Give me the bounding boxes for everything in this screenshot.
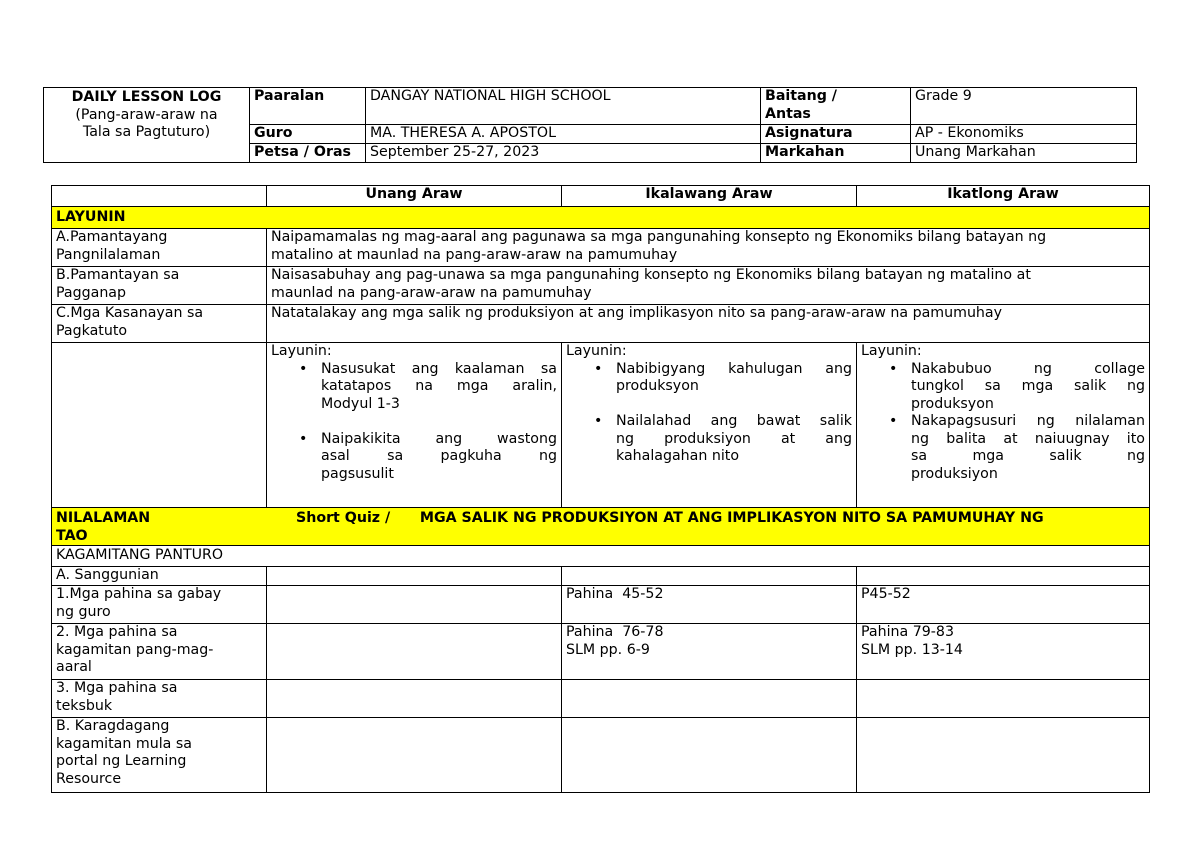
gabay-day2: Pahina 45-52 (562, 586, 857, 624)
col-header-day2: Ikalawang Araw (562, 186, 857, 207)
list-item-line: ng balita at naiuugnay ito (911, 430, 1145, 447)
dll-subtitle-2: Tala sa Pagtuturo) (82, 124, 211, 140)
kagamitan-heading: KAGAMITANG PANTURO (52, 546, 1150, 567)
teksbuk-label-line2: teksbuk (56, 697, 113, 714)
list-item-line: Nailalahad ang bawat salik (616, 413, 852, 429)
lesson-table (51, 185, 1150, 793)
petsa-value: September 25-27, 2023 (366, 143, 761, 162)
kagamitan-day1 (267, 624, 562, 680)
markahan-value: Unang Markahan (911, 143, 1137, 162)
day1-objectives-heading: Layunin: (271, 343, 332, 359)
pamantayang-label-line1: A.Pamantayang (56, 229, 168, 245)
nilalaman-cell (52, 508, 1150, 546)
day2-objectives (562, 343, 857, 508)
pamantayang-text-line2: matalino at maunlad na pang-araw-araw na pamumuhay (271, 246, 678, 263)
dll-subtitle-1: (Pang-araw-araw na (75, 106, 218, 123)
kasanayan-label (52, 305, 267, 343)
nilalaman-tao: TAO (56, 527, 88, 544)
kagamitan-day2-line2: SLM pp. 6-9 (566, 641, 650, 658)
karagdagang-label-line1: B. Karagdagang (56, 718, 170, 734)
karagdagang-label-line3: portal ng Learning (56, 753, 187, 769)
bullet-icon: • (889, 413, 898, 429)
gabay-day1 (267, 586, 562, 624)
asignatura-label: Asignatura (761, 125, 911, 144)
list-item (861, 361, 1145, 414)
list-item (566, 413, 852, 466)
baitang-label-line2: Antas (765, 105, 811, 122)
pagganap-label (52, 267, 267, 305)
sanggunian-label: A. Sanggunian (52, 567, 267, 586)
list-item-line: produksyon (911, 395, 994, 412)
sanggunian-day1 (267, 567, 562, 586)
guro-value: MA. THERESA A. APOSTOL (366, 125, 761, 144)
kagamitan-label (52, 624, 267, 680)
pamantayang-label-line2: Pangnilalaman (56, 246, 161, 263)
dll-title: DAILY LESSON LOG (71, 89, 222, 105)
col-header-day3: Ikatlong Araw (857, 186, 1150, 207)
list-item (566, 361, 852, 396)
karagdagang-label-line4: Resource (56, 770, 122, 787)
dll-title-cell (44, 88, 250, 163)
teksbuk-label-line1: 3. Mga pahina sa (56, 680, 178, 696)
petsa-label: Petsa / Oras (250, 143, 366, 162)
col-header-day1: Unang Araw (267, 186, 562, 207)
list-item-line: produksyon (616, 378, 699, 394)
bullet-icon: • (299, 430, 308, 447)
pagganap-text-line1: Naisasabuhay ang pag-unawa sa mga pangunahing konsepto ng Ekonomiks bilang batayan ng matalino at (271, 267, 1031, 283)
guro-label: Guro (250, 125, 366, 144)
kagamitan-day3 (857, 624, 1150, 680)
teksbuk-day2 (562, 680, 857, 718)
kagamitan-day2 (562, 624, 857, 680)
list-item-line: tungkol sa mga salik ng (911, 378, 1145, 394)
karagdagang-label (52, 718, 267, 793)
pamantayang-label (52, 229, 267, 267)
list-item-line: kahalagahan nito (616, 448, 740, 464)
teksbuk-day1 (267, 680, 562, 718)
pagganap-label-line2: Pagganap (56, 284, 127, 301)
pagganap-text (267, 267, 1150, 305)
pamantayang-text (267, 229, 1150, 267)
empty-corner-cell (52, 186, 267, 207)
nilalaman-heading: NILALAMAN (56, 510, 151, 526)
paaralan-label: Paaralan (250, 88, 366, 125)
karagdagang-label-line2: kagamitan mula sa (56, 735, 192, 752)
kagamitan-label-line1: 2. Mga pahina sa (56, 624, 178, 640)
list-item-line: Nakapagsusuri ng nilalaman (911, 413, 1145, 429)
list-item-line: Nakabubuo ng collage (911, 360, 1145, 377)
list-item (271, 361, 557, 414)
karagdagang-day1 (267, 718, 562, 793)
gabay-day3: P45-52 (857, 586, 1150, 624)
list-item-line: Naipakikita ang wastong (321, 430, 557, 447)
list-item-line: Nabibigyang kahulugan ang (616, 360, 852, 377)
day1-objectives (267, 343, 562, 508)
day2-objectives-list (566, 361, 852, 466)
nilalaman-topic: Short Quiz / MGA SALIK NG PRODUKSIYON AT ANG IMPLIKASYON NITO SA PAMUMUHAY NG (296, 510, 1044, 526)
day3-objectives (857, 343, 1150, 508)
list-item-line: sa mga salik ng (911, 448, 1145, 464)
day1-objectives-list (271, 361, 557, 484)
bullet-icon: • (594, 360, 603, 377)
sanggunian-day3 (857, 567, 1150, 586)
teksbuk-day3 (857, 680, 1150, 718)
list-item-line: katatapos na mga aralin, (321, 378, 557, 394)
kasanayan-label-line1: C.Mga Kasanayan sa (56, 305, 204, 321)
list-item-line: Modyul 1-3 (321, 395, 400, 412)
bullet-icon: • (889, 360, 898, 377)
paaralan-value: DANGAY NATIONAL HIGH SCHOOL (366, 88, 761, 125)
pagganap-label-line1: B.Pamantayan sa (56, 267, 180, 283)
baitang-value: Grade 9 (911, 88, 1137, 125)
pamantayang-text-line1: Naipamamalas ng mag-aaral ang pagunawa sa mga pangunahing konsepto ng Ekonomiks bilang batayan ng (271, 229, 1047, 245)
kagamitan-label-line2: kagamitan pang-mag- (56, 641, 214, 658)
gabay-label (52, 586, 267, 624)
layunin-heading: LAYUNIN (52, 207, 1150, 229)
kasanayan-text: Natatalakay ang mga salik ng produksiyon at ang implikasyon nito sa pang-araw-araw na pamumuhay (267, 305, 1150, 343)
kasanayan-label-line2: Pagkatuto (56, 322, 128, 339)
bullet-icon: • (594, 413, 603, 429)
kagamitan-day3-line2: SLM pp. 13-14 (861, 641, 963, 658)
sanggunian-day2 (562, 567, 857, 586)
baitang-label-line1: Baitang / (765, 88, 837, 104)
pagganap-text-line2: maunlad na pang-araw-araw na pamumuhay (271, 284, 592, 301)
baitang-label (761, 88, 911, 125)
gabay-label-line2: ng guro (56, 603, 111, 620)
list-item-line: pagsusulit (321, 465, 394, 482)
day3-objectives-list (861, 361, 1145, 484)
objectives-empty-label (52, 343, 267, 508)
header-table (43, 87, 1137, 163)
gabay-label-line1: 1.Mga pahina sa gabay (56, 586, 222, 602)
kagamitan-label-line3: aaral (56, 659, 92, 675)
column-header-row (52, 186, 1150, 207)
day3-objectives-heading: Layunin: (861, 343, 922, 359)
asignatura-value: AP - Ekonomiks (911, 125, 1137, 144)
karagdagang-day3 (857, 718, 1150, 793)
day2-objectives-heading: Layunin: (566, 343, 627, 359)
list-item-line: ng produksiyon at ang (616, 430, 852, 447)
list-item (271, 431, 557, 484)
list-item-line: asal sa pagkuha ng (321, 448, 557, 464)
list-item-line: Nasusukat ang kaalaman sa (321, 360, 557, 377)
karagdagang-day2 (562, 718, 857, 793)
kagamitan-day2-line1: Pahina 76-78 (566, 624, 664, 640)
teksbuk-label (52, 680, 267, 718)
list-item (861, 413, 1145, 483)
bullet-icon: • (299, 360, 308, 377)
list-item-line: produksiyon (911, 465, 998, 482)
kagamitan-day3-line1: Pahina 79-83 (861, 624, 954, 640)
markahan-label: Markahan (761, 143, 911, 162)
